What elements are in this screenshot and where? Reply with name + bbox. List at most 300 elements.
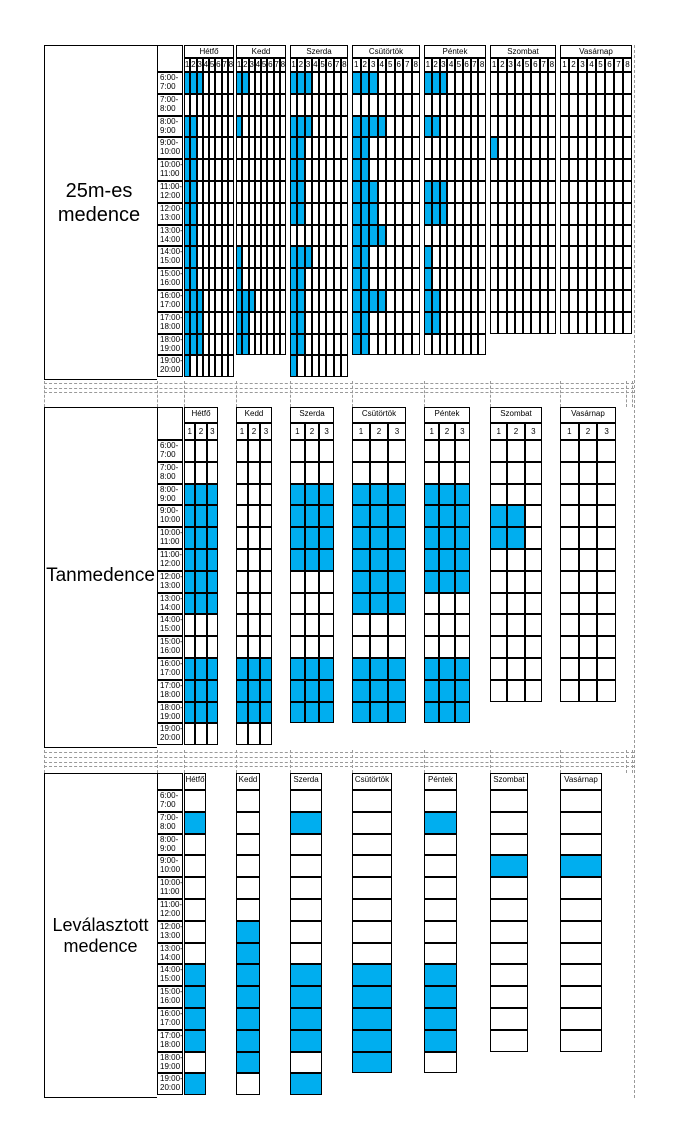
- booked-lane-cell: [290, 72, 297, 94]
- free-lane-cell: [605, 312, 614, 334]
- time-label-start: 16:00-: [160, 659, 183, 668]
- free-lane-cell: [334, 312, 341, 334]
- free-lane-cell: [596, 116, 605, 138]
- free-lane-cell: [207, 723, 218, 745]
- free-lane-cell: [207, 636, 218, 658]
- free-lane-cell: [578, 72, 587, 94]
- day-name-label: Kedd: [238, 775, 258, 784]
- free-lane-cell: [455, 268, 463, 290]
- free-lane-cell: [280, 137, 286, 159]
- free-lane-cell: [498, 203, 506, 225]
- free-lane-cell: [447, 159, 455, 181]
- booked-lane-cell: [184, 702, 195, 724]
- day-name-label: Csütörtök: [361, 409, 397, 418]
- free-lane-cell: [614, 94, 623, 116]
- free-lane-cell: [260, 440, 272, 462]
- free-slot-cell: [490, 899, 528, 921]
- free-lane-cell: [471, 246, 479, 268]
- free-lane-cell: [463, 312, 471, 334]
- free-lane-cell: [507, 181, 515, 203]
- free-lane-cell: [326, 225, 333, 247]
- free-lane-cell: [569, 137, 578, 159]
- free-lane-cell: [540, 72, 548, 94]
- free-lane-cell: [305, 94, 312, 116]
- booked-lane-cell: [432, 203, 440, 225]
- free-lane-cell: [195, 614, 206, 636]
- time-label-start: 15:00-: [160, 269, 183, 279]
- free-lane-cell: [361, 94, 370, 116]
- booked-slot-cell: [424, 964, 457, 986]
- free-lane-cell: [319, 137, 326, 159]
- free-lane-cell: [432, 137, 440, 159]
- section-divider-tick: [352, 750, 353, 773]
- free-lane-cell: [412, 72, 421, 94]
- free-lane-cell: [370, 614, 388, 636]
- free-lane-cell: [623, 137, 632, 159]
- time-label-end: 8:00: [160, 103, 176, 113]
- time-label-end: 18:00: [160, 689, 181, 699]
- time-label-start: 13:00-: [160, 593, 183, 603]
- booked-lane-cell: [424, 181, 432, 203]
- free-slot-cell: [184, 877, 206, 899]
- section-divider-tick: [626, 750, 627, 773]
- free-lane-cell: [248, 723, 260, 745]
- free-lane-cell: [236, 593, 248, 615]
- free-lane-cell: [490, 636, 507, 658]
- free-lane-cell: [228, 94, 234, 116]
- free-lane-cell: [455, 116, 463, 138]
- booked-lane-cell: [455, 527, 470, 549]
- free-lane-cell: [455, 290, 463, 312]
- booked-lane-cell: [388, 527, 406, 549]
- booked-lane-cell: [361, 203, 370, 225]
- booked-slot-cell: [290, 1008, 322, 1030]
- free-lane-cell: [326, 203, 333, 225]
- booked-lane-cell: [184, 571, 195, 593]
- time-label-start: 18:00-: [160, 702, 183, 712]
- booked-lane-cell: [352, 334, 361, 356]
- free-lane-cell: [326, 94, 333, 116]
- free-lane-cell: [490, 268, 498, 290]
- free-lane-cell: [523, 94, 531, 116]
- free-lane-cell: [386, 137, 395, 159]
- free-slot-cell: [560, 790, 602, 812]
- free-lane-cell: [305, 440, 320, 462]
- free-lane-cell: [463, 72, 471, 94]
- free-slot-cell: [236, 1073, 260, 1095]
- free-lane-cell: [305, 636, 320, 658]
- booked-lane-cell: [455, 658, 470, 680]
- lane-number-label: 3: [580, 60, 585, 69]
- lane-number-label: 8: [549, 60, 555, 69]
- lane-number-label: 3: [249, 60, 254, 69]
- free-lane-cell: [319, 94, 326, 116]
- free-lane-cell: [490, 246, 498, 268]
- booked-lane-cell: [297, 334, 304, 356]
- free-lane-cell: [395, 72, 404, 94]
- free-lane-cell: [548, 312, 556, 334]
- lane-number-label: 7: [334, 60, 340, 69]
- booked-lane-cell: [388, 505, 406, 527]
- free-lane-cell: [280, 116, 286, 138]
- free-lane-cell: [478, 72, 486, 94]
- booked-lane-cell: [207, 484, 218, 506]
- lane-number-label: 6: [533, 60, 538, 69]
- free-slot-cell: [236, 877, 260, 899]
- booked-lane-cell: [207, 680, 218, 702]
- pool-name-line: Tanmedence: [46, 565, 155, 586]
- free-lane-cell: [578, 203, 587, 225]
- free-lane-cell: [490, 680, 507, 702]
- booked-slot-cell: [236, 921, 260, 943]
- lane-number-label: 1: [295, 427, 300, 436]
- free-lane-cell: [447, 116, 455, 138]
- booked-lane-cell: [370, 571, 388, 593]
- free-lane-cell: [260, 505, 272, 527]
- free-slot-cell: [560, 834, 602, 856]
- free-lane-cell: [290, 571, 305, 593]
- booked-slot-cell: [290, 964, 322, 986]
- free-lane-cell: [478, 181, 486, 203]
- free-lane-cell: [378, 246, 387, 268]
- free-lane-cell: [490, 462, 507, 484]
- free-lane-cell: [478, 246, 486, 268]
- free-lane-cell: [395, 137, 404, 159]
- booked-lane-cell: [370, 527, 388, 549]
- free-lane-cell: [569, 246, 578, 268]
- free-slot-cell: [184, 855, 206, 877]
- lane-number-label: 1: [425, 60, 431, 69]
- free-lane-cell: [260, 549, 272, 571]
- booked-lane-cell: [290, 268, 297, 290]
- day-name-label: Péntek: [442, 47, 468, 56]
- booked-lane-cell: [369, 72, 378, 94]
- free-lane-cell: [579, 593, 598, 615]
- lane-number-label: 2: [433, 60, 438, 69]
- free-lane-cell: [614, 312, 623, 334]
- section-divider-tick: [490, 750, 491, 773]
- free-lane-cell: [386, 203, 395, 225]
- free-lane-cell: [280, 268, 286, 290]
- booked-lane-cell: [424, 203, 432, 225]
- time-label-start: 16:00-: [160, 291, 183, 300]
- free-lane-cell: [412, 137, 421, 159]
- lane-number-label: 1: [184, 60, 190, 69]
- free-lane-cell: [548, 159, 556, 181]
- free-lane-cell: [525, 527, 542, 549]
- free-lane-cell: [412, 334, 421, 356]
- free-lane-cell: [525, 680, 542, 702]
- free-lane-cell: [623, 159, 632, 181]
- free-lane-cell: [319, 593, 334, 615]
- booked-lane-cell: [440, 181, 448, 203]
- free-lane-cell: [560, 137, 569, 159]
- free-lane-cell: [248, 440, 260, 462]
- free-lane-cell: [388, 614, 406, 636]
- booked-lane-cell: [424, 571, 439, 593]
- free-lane-cell: [623, 203, 632, 225]
- booked-lane-cell: [507, 505, 524, 527]
- time-label-start: 14:00-: [160, 615, 183, 625]
- free-lane-cell: [369, 94, 378, 116]
- free-lane-cell: [369, 137, 378, 159]
- free-lane-cell: [369, 312, 378, 334]
- time-label-start: 11:00-: [160, 900, 183, 909]
- free-lane-cell: [596, 181, 605, 203]
- free-lane-cell: [579, 505, 598, 527]
- free-lane-cell: [280, 159, 286, 181]
- booked-lane-cell: [297, 72, 304, 94]
- time-label-start: 13:00-: [160, 943, 183, 953]
- booked-lane-cell: [455, 549, 470, 571]
- free-lane-cell: [440, 137, 448, 159]
- free-lane-cell: [523, 116, 531, 138]
- free-lane-cell: [386, 116, 395, 138]
- free-lane-cell: [579, 636, 598, 658]
- free-lane-cell: [334, 246, 341, 268]
- free-lane-cell: [455, 72, 463, 94]
- free-lane-cell: [386, 290, 395, 312]
- booked-lane-cell: [424, 246, 432, 268]
- free-lane-cell: [455, 181, 463, 203]
- free-lane-cell: [326, 312, 333, 334]
- section-divider-tick: [560, 750, 561, 773]
- booked-lane-cell: [432, 181, 440, 203]
- free-lane-cell: [248, 549, 260, 571]
- free-lane-cell: [507, 462, 524, 484]
- free-lane-cell: [455, 159, 463, 181]
- free-lane-cell: [525, 614, 542, 636]
- booked-slot-cell: [424, 986, 457, 1008]
- free-slot-cell: [184, 790, 206, 812]
- free-lane-cell: [248, 484, 260, 506]
- lane-number-label: 8: [625, 60, 630, 69]
- free-lane-cell: [463, 116, 471, 138]
- free-lane-cell: [319, 246, 326, 268]
- free-lane-cell: [228, 181, 234, 203]
- lane-number-label: 5: [524, 60, 530, 69]
- free-slot-cell: [184, 1052, 206, 1074]
- free-lane-cell: [195, 440, 206, 462]
- booked-lane-cell: [369, 181, 378, 203]
- free-slot-cell: [236, 812, 260, 834]
- free-lane-cell: [432, 94, 440, 116]
- free-lane-cell: [432, 268, 440, 290]
- booked-lane-cell: [440, 72, 448, 94]
- lane-number-label: 4: [589, 60, 594, 69]
- free-lane-cell: [403, 225, 412, 247]
- booked-lane-cell: [236, 680, 248, 702]
- lane-number-label: 3: [197, 60, 202, 69]
- free-lane-cell: [440, 290, 448, 312]
- free-lane-cell: [207, 440, 218, 462]
- free-lane-cell: [531, 290, 539, 312]
- free-lane-cell: [370, 462, 388, 484]
- free-lane-cell: [507, 484, 524, 506]
- booked-lane-cell: [424, 527, 439, 549]
- free-lane-cell: [378, 312, 387, 334]
- free-lane-cell: [326, 72, 333, 94]
- booked-lane-cell: [439, 549, 454, 571]
- booked-lane-cell: [352, 246, 361, 268]
- free-lane-cell: [228, 203, 234, 225]
- lane-number-label: 1: [491, 60, 497, 69]
- booked-slot-cell: [290, 812, 322, 834]
- lane-number-label: 3: [210, 427, 215, 436]
- free-lane-cell: [587, 225, 596, 247]
- free-slot-cell: [184, 921, 206, 943]
- free-lane-cell: [498, 181, 506, 203]
- free-lane-cell: [548, 268, 556, 290]
- booked-slot-cell: [424, 1008, 457, 1030]
- free-lane-cell: [369, 246, 378, 268]
- free-lane-cell: [463, 290, 471, 312]
- booked-lane-cell: [352, 527, 370, 549]
- free-lane-cell: [305, 290, 312, 312]
- booked-lane-cell: [455, 484, 470, 506]
- free-lane-cell: [463, 334, 471, 356]
- free-lane-cell: [523, 72, 531, 94]
- free-lane-cell: [498, 94, 506, 116]
- lane-number-label: 2: [298, 60, 304, 69]
- free-lane-cell: [341, 181, 348, 203]
- free-lane-cell: [578, 181, 587, 203]
- lane-number-label: 6: [464, 60, 469, 69]
- free-slot-cell: [236, 899, 260, 921]
- free-lane-cell: [614, 116, 623, 138]
- free-lane-cell: [412, 290, 421, 312]
- free-lane-cell: [326, 246, 333, 268]
- free-lane-cell: [490, 484, 507, 506]
- free-lane-cell: [623, 290, 632, 312]
- lane-number-label: 3: [441, 60, 446, 69]
- free-lane-cell: [515, 290, 523, 312]
- booked-lane-cell: [290, 203, 297, 225]
- time-label-end: 15:00: [160, 256, 181, 266]
- booked-lane-cell: [290, 355, 297, 377]
- booked-lane-cell: [352, 72, 361, 94]
- free-lane-cell: [560, 636, 579, 658]
- free-lane-cell: [424, 593, 439, 615]
- section-divider-tick: [184, 381, 185, 407]
- time-label-end: 14:00: [160, 952, 181, 962]
- free-lane-cell: [280, 246, 286, 268]
- free-lane-cell: [280, 94, 286, 116]
- free-lane-cell: [569, 268, 578, 290]
- booked-lane-cell: [184, 593, 195, 615]
- free-lane-cell: [614, 246, 623, 268]
- free-lane-cell: [523, 268, 531, 290]
- booked-lane-cell: [305, 702, 320, 724]
- booked-lane-cell: [260, 702, 272, 724]
- time-label-start: 17:00-: [160, 680, 183, 690]
- free-lane-cell: [236, 440, 248, 462]
- booked-lane-cell: [361, 181, 370, 203]
- day-name-label: Szombat: [507, 47, 539, 56]
- booked-lane-cell: [290, 505, 305, 527]
- free-lane-cell: [471, 334, 479, 356]
- free-lane-cell: [560, 505, 579, 527]
- time-label-start: 7:00-: [160, 812, 179, 822]
- booked-lane-cell: [439, 505, 454, 527]
- free-lane-cell: [507, 268, 515, 290]
- booked-lane-cell: [507, 527, 524, 549]
- free-lane-cell: [498, 312, 506, 334]
- booked-slot-cell: [184, 964, 206, 986]
- free-lane-cell: [341, 225, 348, 247]
- free-lane-cell: [525, 549, 542, 571]
- free-lane-cell: [471, 181, 479, 203]
- free-lane-cell: [548, 94, 556, 116]
- free-lane-cell: [623, 181, 632, 203]
- free-lane-cell: [395, 116, 404, 138]
- free-lane-cell: [386, 334, 395, 356]
- free-slot-cell: [490, 812, 528, 834]
- booked-lane-cell: [248, 702, 260, 724]
- booked-lane-cell: [424, 658, 439, 680]
- free-lane-cell: [312, 290, 319, 312]
- free-lane-cell: [605, 72, 614, 94]
- free-lane-cell: [236, 571, 248, 593]
- booked-lane-cell: [439, 658, 454, 680]
- free-lane-cell: [498, 246, 506, 268]
- booked-lane-cell: [290, 181, 297, 203]
- free-lane-cell: [326, 355, 333, 377]
- free-lane-cell: [290, 614, 305, 636]
- free-lane-cell: [236, 636, 248, 658]
- free-lane-cell: [471, 268, 479, 290]
- booked-lane-cell: [439, 527, 454, 549]
- booked-lane-cell: [207, 505, 218, 527]
- free-lane-cell: [319, 181, 326, 203]
- free-lane-cell: [525, 484, 542, 506]
- lane-number-label: 1: [429, 427, 434, 436]
- free-lane-cell: [596, 246, 605, 268]
- time-label-end: 11:00: [160, 169, 180, 179]
- free-lane-cell: [490, 94, 498, 116]
- free-slot-cell: [290, 899, 322, 921]
- section-divider-line: [44, 392, 634, 393]
- free-lane-cell: [471, 159, 479, 181]
- free-lane-cell: [455, 203, 463, 225]
- day-name-label: Szerda: [293, 775, 319, 784]
- free-lane-cell: [440, 225, 448, 247]
- free-slot-cell: [424, 790, 457, 812]
- free-lane-cell: [614, 181, 623, 203]
- free-lane-cell: [228, 116, 234, 138]
- free-lane-cell: [490, 203, 498, 225]
- free-lane-cell: [326, 137, 333, 159]
- booked-lane-cell: [432, 290, 440, 312]
- free-lane-cell: [305, 334, 312, 356]
- free-lane-cell: [498, 72, 506, 94]
- free-lane-cell: [334, 203, 341, 225]
- free-lane-cell: [447, 181, 455, 203]
- free-lane-cell: [184, 723, 195, 745]
- free-lane-cell: [605, 246, 614, 268]
- free-lane-cell: [531, 72, 539, 94]
- section-divider-tick: [626, 381, 627, 407]
- free-slot-cell: [236, 790, 260, 812]
- lane-number-label: 3: [531, 427, 536, 436]
- free-lane-cell: [548, 181, 556, 203]
- free-lane-cell: [471, 225, 479, 247]
- free-lane-cell: [623, 268, 632, 290]
- booked-lane-cell: [319, 484, 334, 506]
- free-lane-cell: [507, 614, 524, 636]
- time-label-end: 10:00: [160, 147, 181, 157]
- free-lane-cell: [341, 137, 348, 159]
